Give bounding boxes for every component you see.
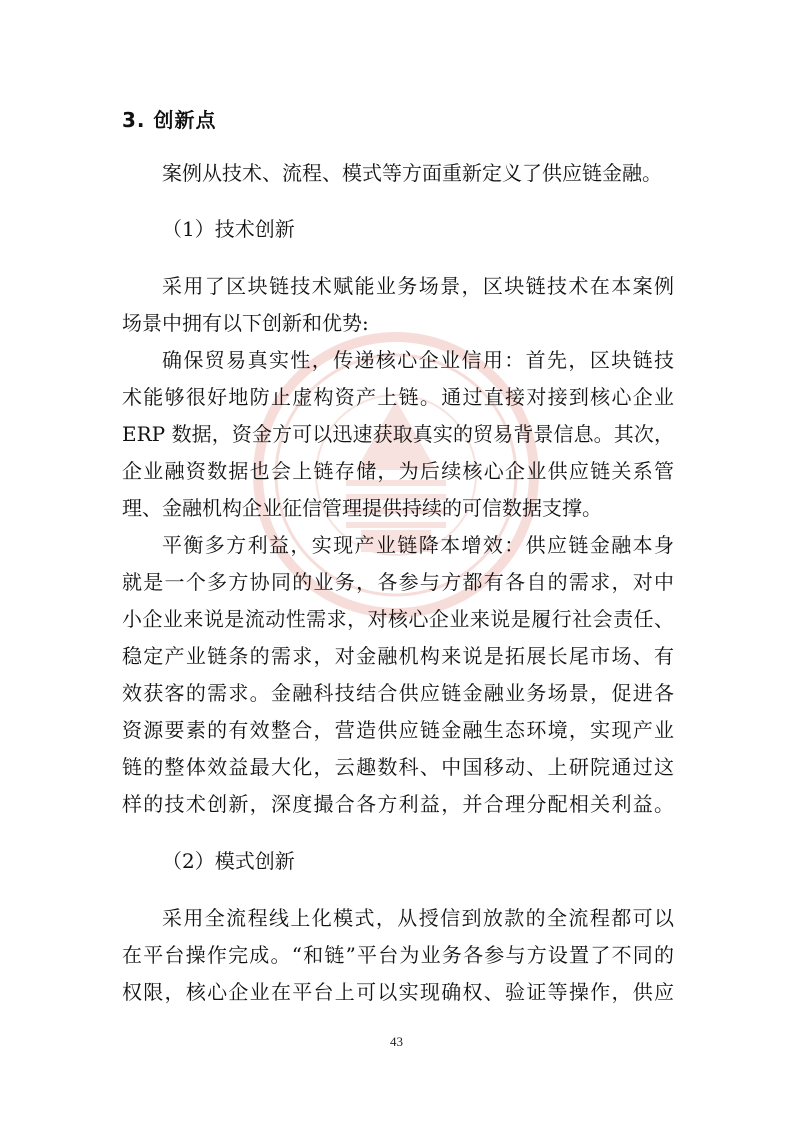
paragraph-line: 场景中拥有以下创新和优势: <box>122 311 369 335</box>
subsection-model-title: （2）模式创新 <box>162 849 295 873</box>
paragraph-line: 术能够很好地防止虚构资产上链。通过直接对接到核心企业 <box>122 385 674 409</box>
paragraph-line: 稳定产业链条的需求，对金融机构来说是拓展长尾市场、有 <box>122 644 674 668</box>
paragraph-line: 企业融资数据也会上链存储，为后续核心企业供应链关系管 <box>122 459 674 483</box>
paragraph-line: 平衡多方利益，实现产业链降本增效：供应链金融本身 <box>162 533 674 557</box>
paragraph-line: 资源要素的有效整合，营造供应链金融生态环境，实现产业 <box>122 718 674 742</box>
paragraph-line: ERP 数据，资金方可以迅速获取真实的贸易背景信息。其次， <box>122 422 674 446</box>
section-heading: 3. 创新点 <box>122 108 217 132</box>
paragraph-line: 样的技术创新，深度撮合各方利益，并合理分配相关利益。 <box>122 792 674 816</box>
page-number: 43 <box>390 1034 403 1049</box>
paragraph-line: 链的整体效益最大化，云趣数科、中国移动、上研院通过这 <box>122 755 674 779</box>
paragraph-line: 权限，核心企业在平台上可以实现确权、验证等操作，供应 <box>122 980 674 1004</box>
paragraph-line: 在平台操作完成。“和链”平台为业务各参与方设置了不同的 <box>122 943 674 967</box>
paragraph-line: 理、金融机构企业征信管理提供持续的可信数据支撑。 <box>122 496 602 520</box>
paragraph-line: 采用全流程线上化模式，从授信到放款的全流程都可以 <box>162 906 674 930</box>
paragraph-line: 确保贸易真实性，传递核心企业信用：首先，区块链技 <box>162 348 674 372</box>
paragraph-line: 小企业来说是流动性需求，对核心企业来说是履行社会责任、 <box>122 607 674 631</box>
paragraph-line: 效获客的需求。金融科技结合供应链金融业务场景，促进各 <box>122 681 674 705</box>
subsection-technical-title: （1）技术创新 <box>162 217 295 241</box>
paragraph-line: 就是一个多方协同的业务，各参与方都有各自的需求，对中 <box>122 570 674 594</box>
intro-paragraph: 案例从技术、流程、模式等方面重新定义了供应链金融。 <box>162 161 662 185</box>
paragraph-line: 采用了区块链技术赋能业务场景，区块链技术在本案例 <box>162 274 674 298</box>
